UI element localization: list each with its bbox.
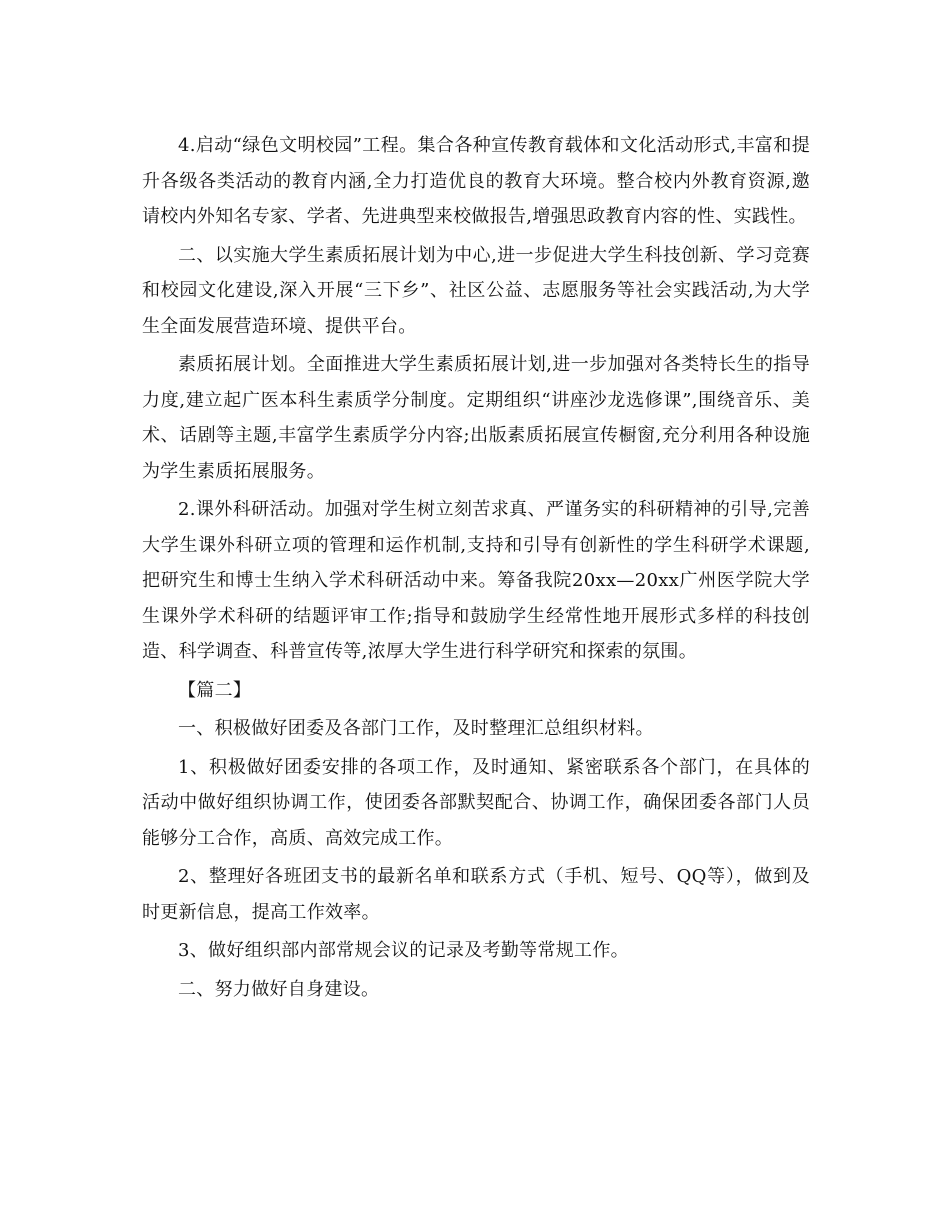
paragraph-item-3: 3、做好组织部内部常规会议的记录及考勤等常规工作。 [178,940,629,961]
paragraph-green-campus: 4.启动“绿色文明校园”工程。集合各种宣传教育载体和文化活动形式,丰富和提升各级各类活动的教育内涵,全力打造优良的教育大环境。整合校内外教育资源,邀请校内外知名专家、学者、先进典型来校做报告,增强思政教育内容的性、实践性。 [142,135,810,227]
paragraph-item-2: 2、整理好各班团支书的最新名单和联系方式（手机、短号、QQ等），做到及时更新信息，提高工作效率。 [142,866,810,923]
paragraph-extracurricular-research: 2.课外科研活动。加强对学生树立刻苦求真、严谨务实的科研精神的引导,完善大学生课外科研立项的管理和运作机制,支持和引导有创新性的学生科研学术课题,把研究生和博士生纳入学术科研活动中来。筹备我院20xx—20xx广州医学院大学生课外学术科研的结题评审工作;指导和鼓励学生经常性地开展形式多样的科技创造、科学调查、科普宣传等,浓厚大学生进行科学研究和探索的氛围。 [142,499,810,662]
section-heading-part-two: 【篇二】 [178,679,252,701]
paragraph-quality-expansion-plan: 素质拓展计划。全面推进大学生素质拓展计划,进一步加强对各类特长生的指导力度,建立起广医本科生素质学分制度。定期组织“讲座沙龙选修课”,围绕音乐、美术、话剧等主题,丰富学生素质学分内容;出版素质拓展宣传橱窗,充分利用各种设施为学生素质拓展服务。 [142,354,810,482]
paragraph-quality-expansion-center: 二、以实施大学生素质拓展计划为中心,进一步促进大学生科技创新、学习竞赛和校园文化建设,深入开展“三下乡”、社区公益、志愿服务等社会实践活动,为大学生全面发展营造环境、提供平台。 [142,244,810,337]
paragraph-self-building: 二、努力做好自身建设。 [178,978,380,1000]
document-page [142,128,810,1010]
paragraph-item-1: 1、积极做好团委安排的各项工作，及时通知、紧密联系各个部门，在具体的活动中做好组织协调工作，使团委各部默契配合、协调工作，确保团委各部门人员能够分工合作，高质、高效完成工作。 [142,756,810,849]
paragraph-league-work: 一、积极做好团委及各部门工作，及时整理汇总组织材料。 [178,718,654,739]
